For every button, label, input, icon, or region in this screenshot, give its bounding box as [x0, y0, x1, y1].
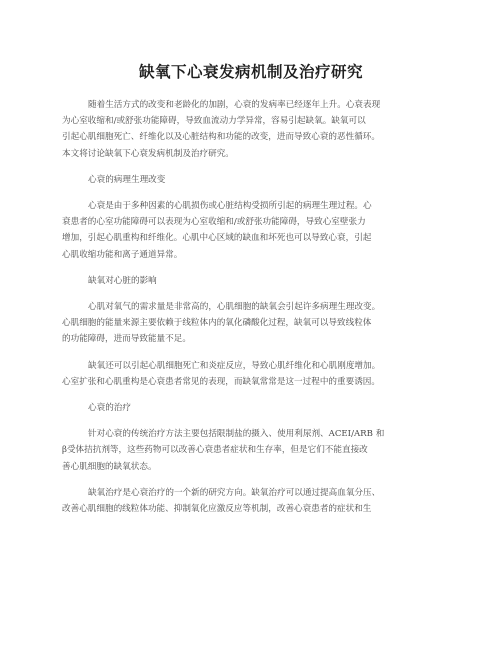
- section-heading-hypoxia-effects: 缺氧对心脏的影响: [88, 275, 157, 286]
- text-line: 缺氧还可以引起心肌细胞死亡和炎症反应，导致心肌纤维化和心肌刚度增加。: [88, 360, 381, 371]
- section-heading-pathophysiology: 心衰的病理生理改变: [88, 174, 166, 185]
- treatment-paragraph-2: [62, 485, 442, 517]
- text-line: 引起心肌细胞死亡、纤维化以及心脏结构和功能的改变，进而导致心衰的恶性循环。: [62, 132, 380, 143]
- treatment-paragraph-1: [62, 426, 442, 475]
- document-body: [62, 97, 442, 527]
- hypoxia-paragraph-2: [62, 358, 442, 390]
- document-title: 缺氧下心衰发病机制及治疗研究: [138, 63, 363, 81]
- text-line: 善心肌细胞的缺氧状态。: [62, 461, 157, 472]
- intro-paragraph: [62, 97, 442, 162]
- text-line: 本文将讨论缺氧下心衰发病机制及治疗研究。: [62, 148, 234, 159]
- pathophysiology-paragraph: [62, 198, 442, 263]
- text-line: 心室扩张和心肌重构是心衰患者常见的表现，而缺氧常常是这一过程中的重要诱因。: [62, 376, 380, 387]
- text-line: 心衰是由于多种因素的心肌损伤或心脏结构受损所引起的病理生理过程。心: [88, 201, 372, 212]
- text-line: 缺氧治疗是心衰治疗的一个新的研究方向。缺氧治疗可以通过提高血氧分压、: [88, 487, 381, 498]
- text-line: 心肌对氧气的需求量是非常高的，心肌细胞的缺氧会引起许多病理生理改变。: [88, 302, 381, 313]
- text-line: 为心室收缩和/或舒张功能障碍，导致血流动力学异常，容易引起缺氧。缺氧可以: [62, 116, 366, 127]
- text-line: 衰患者的心室功能障碍可以表现为心室收缩和/或舒张功能障碍，导致心室壁张力: [62, 217, 366, 228]
- text-line: 的功能障碍，进而导致能量不足。: [62, 334, 191, 345]
- text-line: 针对心衰的传统治疗方法主要包括限制盐的摄入、使用利尿剂、ACEI/ARB 和: [88, 429, 385, 440]
- text-line: 随着生活方式的改变和老龄化的加剧，心衰的发病率已经逐年上升。心衰表现: [88, 100, 381, 110]
- text-line: 心肌细胞的能量来源主要依赖于线粒体内的氧化磷酸化过程，缺氧可以导致线粒体: [62, 318, 372, 329]
- text-line: 心肌收缩功能和离子通道异常。: [62, 249, 183, 260]
- text-line: β受体拮抗剂等，这些药物可以改善心衰患者症状和生存率，但是它们不能直接改: [62, 445, 368, 456]
- section-heading-treatment: 心衰的治疗: [88, 403, 131, 414]
- hypoxia-paragraph-1: [62, 299, 442, 348]
- text-line: 增加，引起心肌重构和纤维化。心肌中心区域的缺血和坏死也可以导致心衰，引起: [62, 233, 372, 244]
- text-line: 改善心肌细胞的线粒体功能、抑制氧化应激反应等机制，改善心衰患者的症状和生: [62, 504, 372, 515]
